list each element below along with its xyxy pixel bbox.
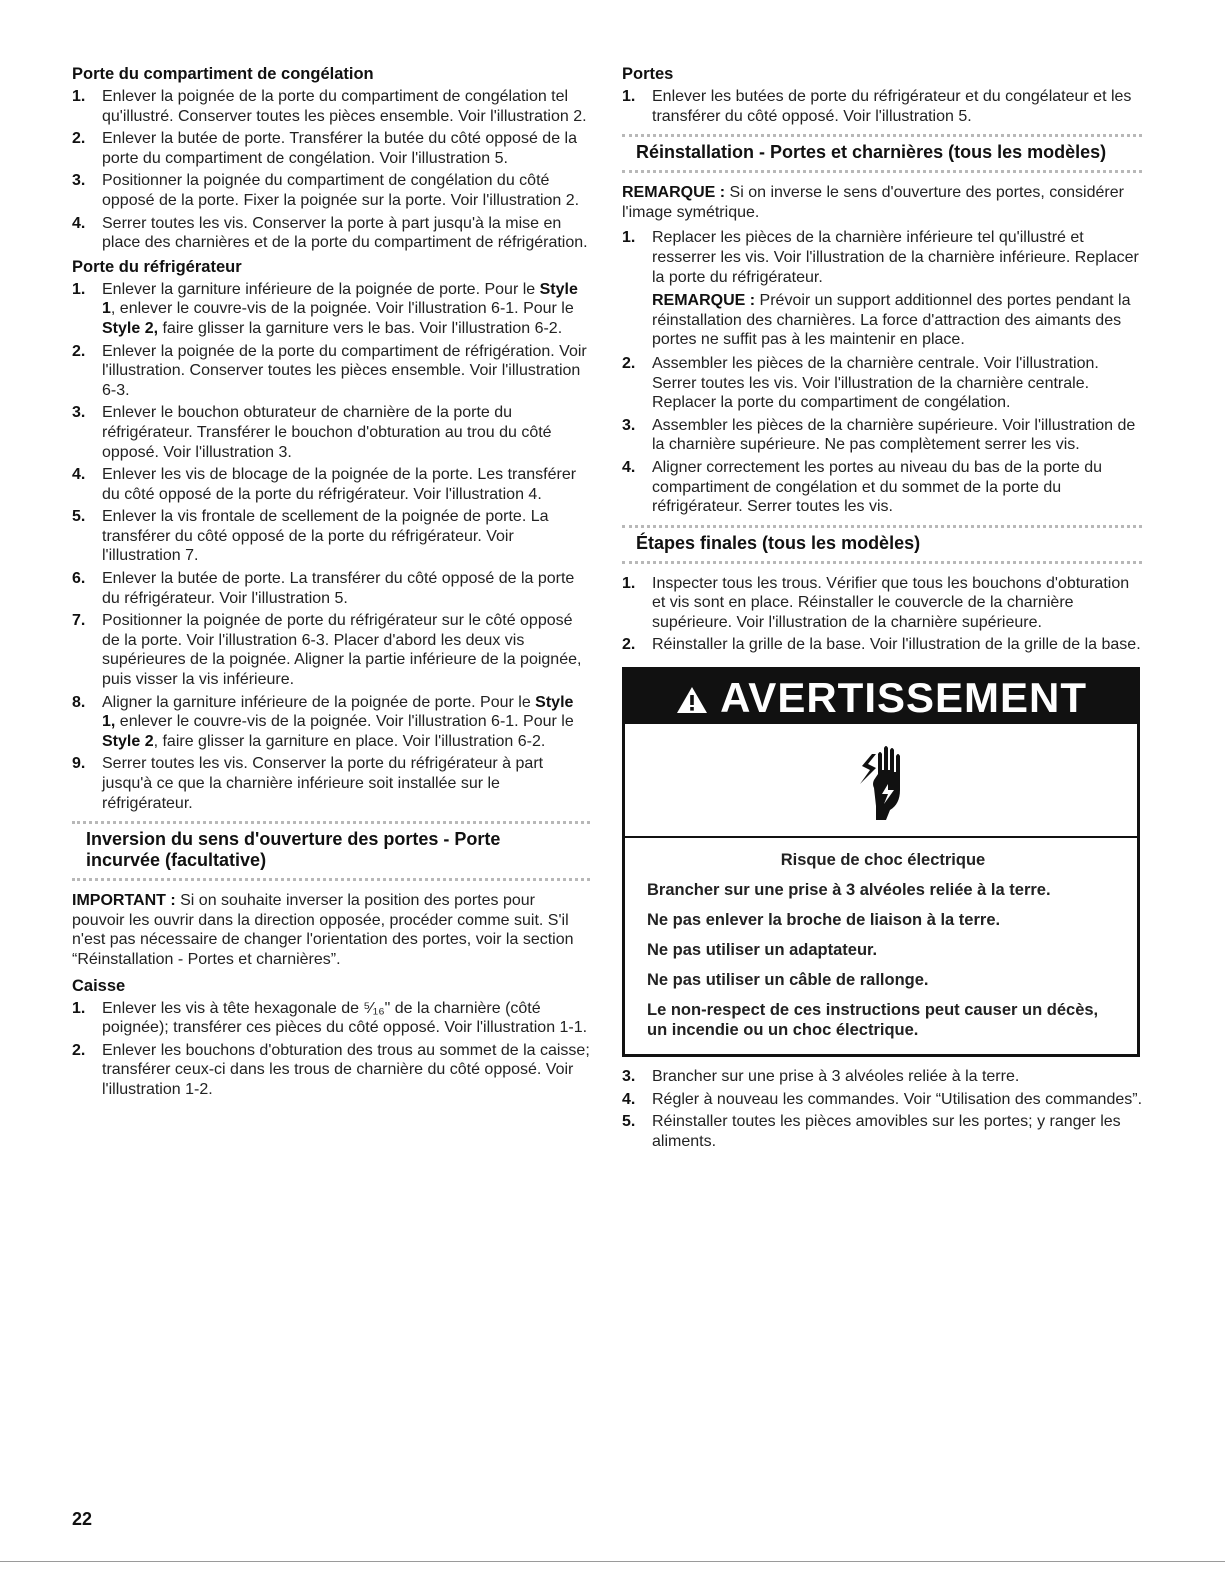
warning-triangle-icon [675,674,720,721]
warning-risk-title: Risque de choc électrique [780,851,986,870]
step-number: 1. [622,229,636,247]
step-text: faire glisser la garniture vers le bas. Voir l'illustration 6-2. [158,319,563,337]
step-text: , enlever le couvre-vis de la poignée. Voir l'illustration 6-1. Pour le [110,300,574,318]
reinstall-note [622,183,1142,222]
step-text: Enlever la poignée de la porte du compartiment de réfrigération. Voir l'illustration. Conserver toutes les pièces ensemble. Voir l'illustration 6-3. [102,342,587,399]
inversion-heading-line2: incurvée (facultative) [86,850,267,871]
warning-line: Le non-respect de ces instructions peut causer un décès, un incendie ou un choc électrique. [647,1001,1099,1040]
final-steps [622,574,1142,655]
list-item [72,280,590,339]
step-number: 2. [72,342,86,360]
warning-line: Ne pas utiliser un câble de rallonge. [647,971,929,990]
portes-steps [622,87,1142,126]
style-label: Style 2, [102,319,159,337]
step-text: Assembler les pièces de la charnière centrale. Voir l'illustration. Serrer toutes les vis. Voir l'illustration de la charnière centrale. Replacer la porte du compartiment de congélation. [652,354,1099,412]
step-text: enlever le couvre-vis de la poignée. Voir l'illustration 6-1. Pour le [115,713,574,731]
step-text: Positionner la poignée de porte du réfrigérateur sur le côté opposé de la porte. Voir l'illustration 6-3. Placer d'abord les deux vis supérieures de la poignée. Aligner la partie inférieure de la poignée, puis visser la vis inférieure. [102,612,582,689]
step-number: 3. [622,416,636,434]
warning-line: Brancher sur une prise à 3 alvéoles reliée à la terre. [647,881,1051,900]
step-text: Assembler les pièces de la charnière supérieure. Voir l'illustration de la charnière supérieure. Ne pas complètement serrer les vis. [652,416,1136,454]
list-item [72,693,590,752]
list-item [72,611,590,689]
step-text: Inspecter tous les trous. Vérifier que tous les bouchons d'obturation et vis sont en place. Réinstaller le couvercle de la charnière supérieure. Voir l'illustration de la charnière supérieure. [652,574,1130,631]
warning-title: AVERTISSEMENT [720,674,1088,722]
reinstall-inner-note [652,291,1142,350]
list-item [72,1041,590,1100]
step-text: Positionner la poignée du compartiment de congélation du côté opposé de la porte. Fixer la poignée sur la porte. Voir l'illustration 2. [102,172,580,209]
list-item [622,228,1142,350]
step-number: 8. [72,693,86,711]
step-number: 4. [72,214,86,232]
step-number: 1. [72,280,86,298]
inversion-heading-line1: Inversion du sens d'ouverture des portes - Porte [86,829,501,850]
step-number: 1. [72,88,86,105]
section-caisse [72,976,590,1100]
section-freezer-door [72,64,590,253]
warning-line: Ne pas enlever la broche de liaison à la terre. [647,911,1001,930]
list-item [622,416,1142,455]
step-text: Enlever les bouchons d'obturation des trous au sommet de la caisse; transférer ceux-ci dans les trous de charnière du côté opposé. Voir l'illustration 1-2. [102,1041,590,1098]
list-item [622,635,1142,655]
step-number: 5. [72,508,86,526]
list-item [72,87,590,126]
style-label: Style 1, [102,693,574,731]
warning-line: Ne pas utiliser un adaptateur. [647,941,878,960]
step-text: Enlever la butée de porte. Transférer la butée du côté opposé de la porte du compartiment de congélation. Voir l'illustration 5. [102,130,577,167]
step-number: 2. [622,354,636,372]
right-column [622,64,1142,1155]
step-number: 4. [622,1090,636,1108]
important-label: IMPORTANT : [72,892,176,910]
final-steps-section-header: Étapes finales (tous les modèles) [622,525,1142,564]
electric-shock-hand-icon [858,740,910,822]
left-column [72,64,590,1104]
note-text: Prévoir un support additionnel des portes pendant la réinstallation des charnières. La force d'attraction des aimants des portes ne suffit pas à les maintenir en place. [652,292,1131,349]
list-item [72,403,590,462]
portes-heading: Portes [622,65,674,83]
step-text: Enlever la poignée de la porte du compartiment de congélation tel qu'illustré. Conserver toutes les pièces ensemble. Voir l'illustration 2. [102,88,587,125]
list-item [622,1090,1142,1110]
step-text: Réinstaller toutes les pièces amovibles sur les portes; y ranger les aliments. [652,1113,1121,1150]
list-item [72,999,590,1038]
bottom-rule [0,1561,1225,1562]
list-item [622,574,1142,633]
step-number: 9. [72,755,86,773]
list-item [72,214,590,253]
step-text: Régler à nouveau les commandes. Voir “Utilisation des commandes”. [652,1090,1143,1108]
list-item [622,458,1142,517]
page-number: 22 [72,1509,93,1529]
step-number: 3. [72,172,86,190]
step-text: Réinstaller la grille de la base. Voir l'illustration de la grille de la base. [652,636,1141,654]
step-text: Aligner la garniture inférieure de la poignée de porte. Pour le [102,693,536,711]
step-text: , faire glisser la garniture en place. Voir l'illustration 6-2. [153,732,546,750]
step-text: Brancher sur une prise à 3 alvéoles reliée à la terre. [652,1068,1020,1086]
step-number: 1. [622,574,636,592]
step-number: 7. [72,612,86,630]
list-item [72,507,590,566]
list-item [622,1067,1142,1087]
fridge-door-steps [72,280,590,813]
step-text: Enlever les vis à tête hexagonale de ⁵⁄₁₆" de la charnière (côté poignée); transférer ces pièces du côté opposé. Voir l'illustration 1-1. [102,999,588,1037]
freezer-door-steps [72,87,590,253]
list-item [622,354,1142,413]
section-fridge-door [72,257,590,813]
step-number: 4. [622,458,636,476]
important-text: Si on souhaite inverser la position des portes pour pouvoir les ouvrir dans la direction opposée, procéder comme suit. S'il n'est pas nécessaire de changer l'orientation des portes, voir la section “Réinstallation - Portes et charnières”. [72,892,574,968]
reinstall-steps [622,228,1142,516]
step-text: Enlever la butée de porte. La transférer du côté opposé de la porte du réfrigérateur. Voir l'illustration 5. [102,570,575,607]
note-text: Si on inverse le sens d'ouverture des portes, considérer l'image symétrique. [622,184,1124,221]
list-item [72,465,590,504]
list-item [72,171,590,210]
note-label: REMARQUE : [622,184,726,202]
step-number: 5. [622,1113,636,1131]
list-item [622,87,1142,126]
step-number: 2. [622,636,636,654]
list-item [72,569,590,608]
step-text: Enlever le bouchon obturateur de charnière de la porte du réfrigérateur. Transférer le bouchon d'obturation au trou du côté opposé. Voir l'illustration 3. [102,404,552,461]
after-warning-steps [622,1067,1142,1151]
style-label: Style 1 [102,280,578,318]
step-text: Enlever les vis de blocage de la poignée de la porte. Les transférer du côté opposé de la porte du réfrigérateur. Voir l'illustration 4. [102,466,577,503]
step-number: 2. [72,130,86,148]
note-label: REMARQUE : [652,292,756,310]
step-number: 1. [622,88,636,105]
step-text: Serrer toutes les vis. Conserver la porte à part jusqu'à la mise en place des charnières et de la porte du compartiment de réfrigération. [102,214,588,252]
style-label: Style 2 [102,732,154,750]
step-number: 3. [72,404,86,422]
list-item [72,342,590,401]
step-number: 4. [72,466,86,484]
fridge-door-heading: Porte du réfrigérateur [72,257,242,276]
step-number: 1. [72,999,86,1017]
step-text: Replacer les pièces de la charnière inférieure tel qu'illustré et resserrer les vis. Voir l'illustration de la charnière inférieure. Replacer la porte du réfrigérateur. [652,229,1139,286]
warning-box [622,667,1140,1057]
reinstall-section-header: Réinstallation - Portes et charnières (tous les modèles) [622,134,1142,173]
important-paragraph [72,891,590,969]
caisse-heading: Caisse [72,976,126,995]
electric-shock-area [625,724,1137,838]
inversion-section-header [72,821,590,881]
freezer-door-heading: Porte du compartiment de congélation [72,65,374,83]
warning-text [625,838,1137,1054]
step-text: Enlever les butées de porte du réfrigérateur et du congélateur et les transférer du côté opposé. Voir l'illustration 5. [652,88,1132,125]
step-number: 6. [72,570,86,588]
step-text: Serrer toutes les vis. Conserver la porte du réfrigérateur à part jusqu'à ce que la charnière inférieure soit installée sur le réfrigérateur. [102,755,544,812]
list-item [72,754,590,813]
step-text: Enlever la vis frontale de scellement de la poignée de porte. La transférer du côté opposé de la porte du réfrigérateur. Voir l'illustration 7. [102,508,549,565]
step-number: 3. [622,1068,636,1086]
section-portes [622,64,1142,126]
warning-title-bar [625,670,1137,724]
step-text: Aligner correctement les portes au niveau du bas de la porte du compartiment de congélation et du sommet de la porte du réfrigérateur. Serrer toutes les vis. [652,458,1103,516]
list-item [622,1112,1142,1151]
list-item [72,129,590,168]
step-text: Enlever la garniture inférieure de la poignée de porte. Pour le [102,280,540,298]
caisse-steps [72,999,590,1100]
step-number: 2. [72,1041,86,1059]
